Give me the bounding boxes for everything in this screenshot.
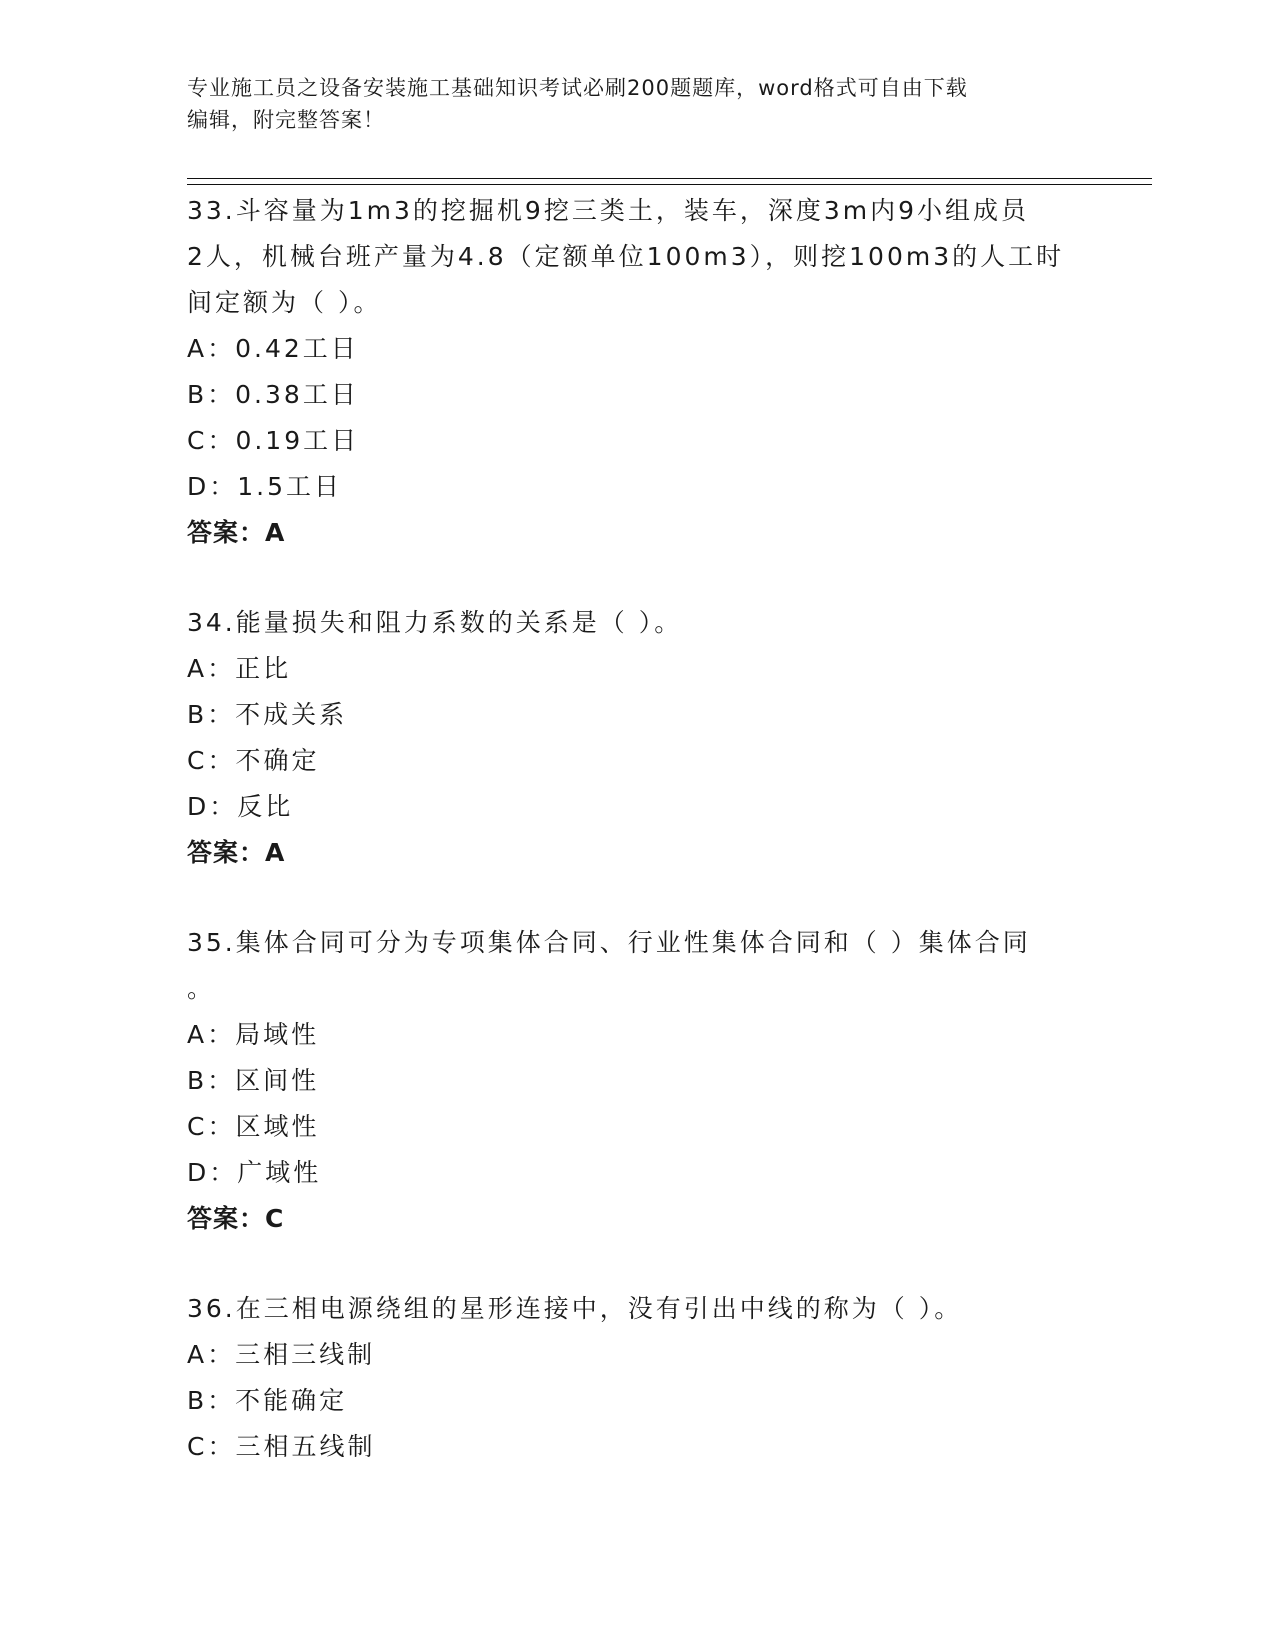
question-34 bbox=[187, 600, 1087, 876]
option-b: B：区间性 bbox=[187, 1066, 320, 1095]
option-d: D：1.5工日 bbox=[187, 472, 343, 501]
document-header bbox=[187, 72, 1067, 136]
option-d: D：广域性 bbox=[187, 1158, 322, 1187]
option-a: A：局域性 bbox=[187, 1020, 320, 1049]
option-b: B：不成关系 bbox=[187, 700, 348, 729]
header-title-line-2: 编辑，附完整答案！ bbox=[187, 108, 385, 132]
option-b: B：不能确定 bbox=[187, 1386, 348, 1415]
question-33 bbox=[187, 188, 1087, 556]
option-a: A：0.42工日 bbox=[187, 334, 359, 363]
header-divider-bottom bbox=[187, 184, 1152, 185]
answer-line: 答案：A bbox=[187, 838, 286, 867]
question-35 bbox=[187, 920, 1087, 1242]
option-c: C：不确定 bbox=[187, 746, 320, 775]
question-stem-line: 33.斗容量为1m3的挖掘机9挖三类土，装车，深度3m内9小组成员 bbox=[187, 196, 1029, 225]
question-stem-line: 36.在三相电源绕组的星形连接中，没有引出中线的称为（ ）。 bbox=[187, 1294, 963, 1323]
option-a: A：正比 bbox=[187, 654, 292, 683]
question-stem-line: 2人，机械台班产量为4.8（定额单位100m3），则挖100m3的人工时 bbox=[187, 242, 1065, 271]
answer-line: 答案：C bbox=[187, 1204, 285, 1233]
option-d: D：反比 bbox=[187, 792, 294, 821]
question-stem-line: 。 bbox=[187, 974, 216, 1003]
question-stem-line: 34.能量损失和阻力系数的关系是（ ）。 bbox=[187, 608, 683, 637]
option-b: B：0.38工日 bbox=[187, 380, 359, 409]
option-c: C：0.19工日 bbox=[187, 426, 360, 455]
answer-line: 答案：A bbox=[187, 518, 286, 547]
header-divider-top bbox=[187, 178, 1152, 179]
option-a: A：三相三线制 bbox=[187, 1340, 376, 1369]
question-list bbox=[187, 188, 1087, 1470]
option-c: C：三相五线制 bbox=[187, 1432, 376, 1461]
question-stem-line: 35.集体合同可分为专项集体合同、行业性集体合同和（ ）集体合同 bbox=[187, 928, 1031, 957]
header-title-line-1: 专业施工员之设备安装施工基础知识考试必刷200题题库，word格式可自由下载 bbox=[187, 76, 968, 100]
question-stem-line: 间定额为（ ）。 bbox=[187, 288, 382, 317]
question-36 bbox=[187, 1286, 1087, 1470]
option-c: C：区域性 bbox=[187, 1112, 320, 1141]
